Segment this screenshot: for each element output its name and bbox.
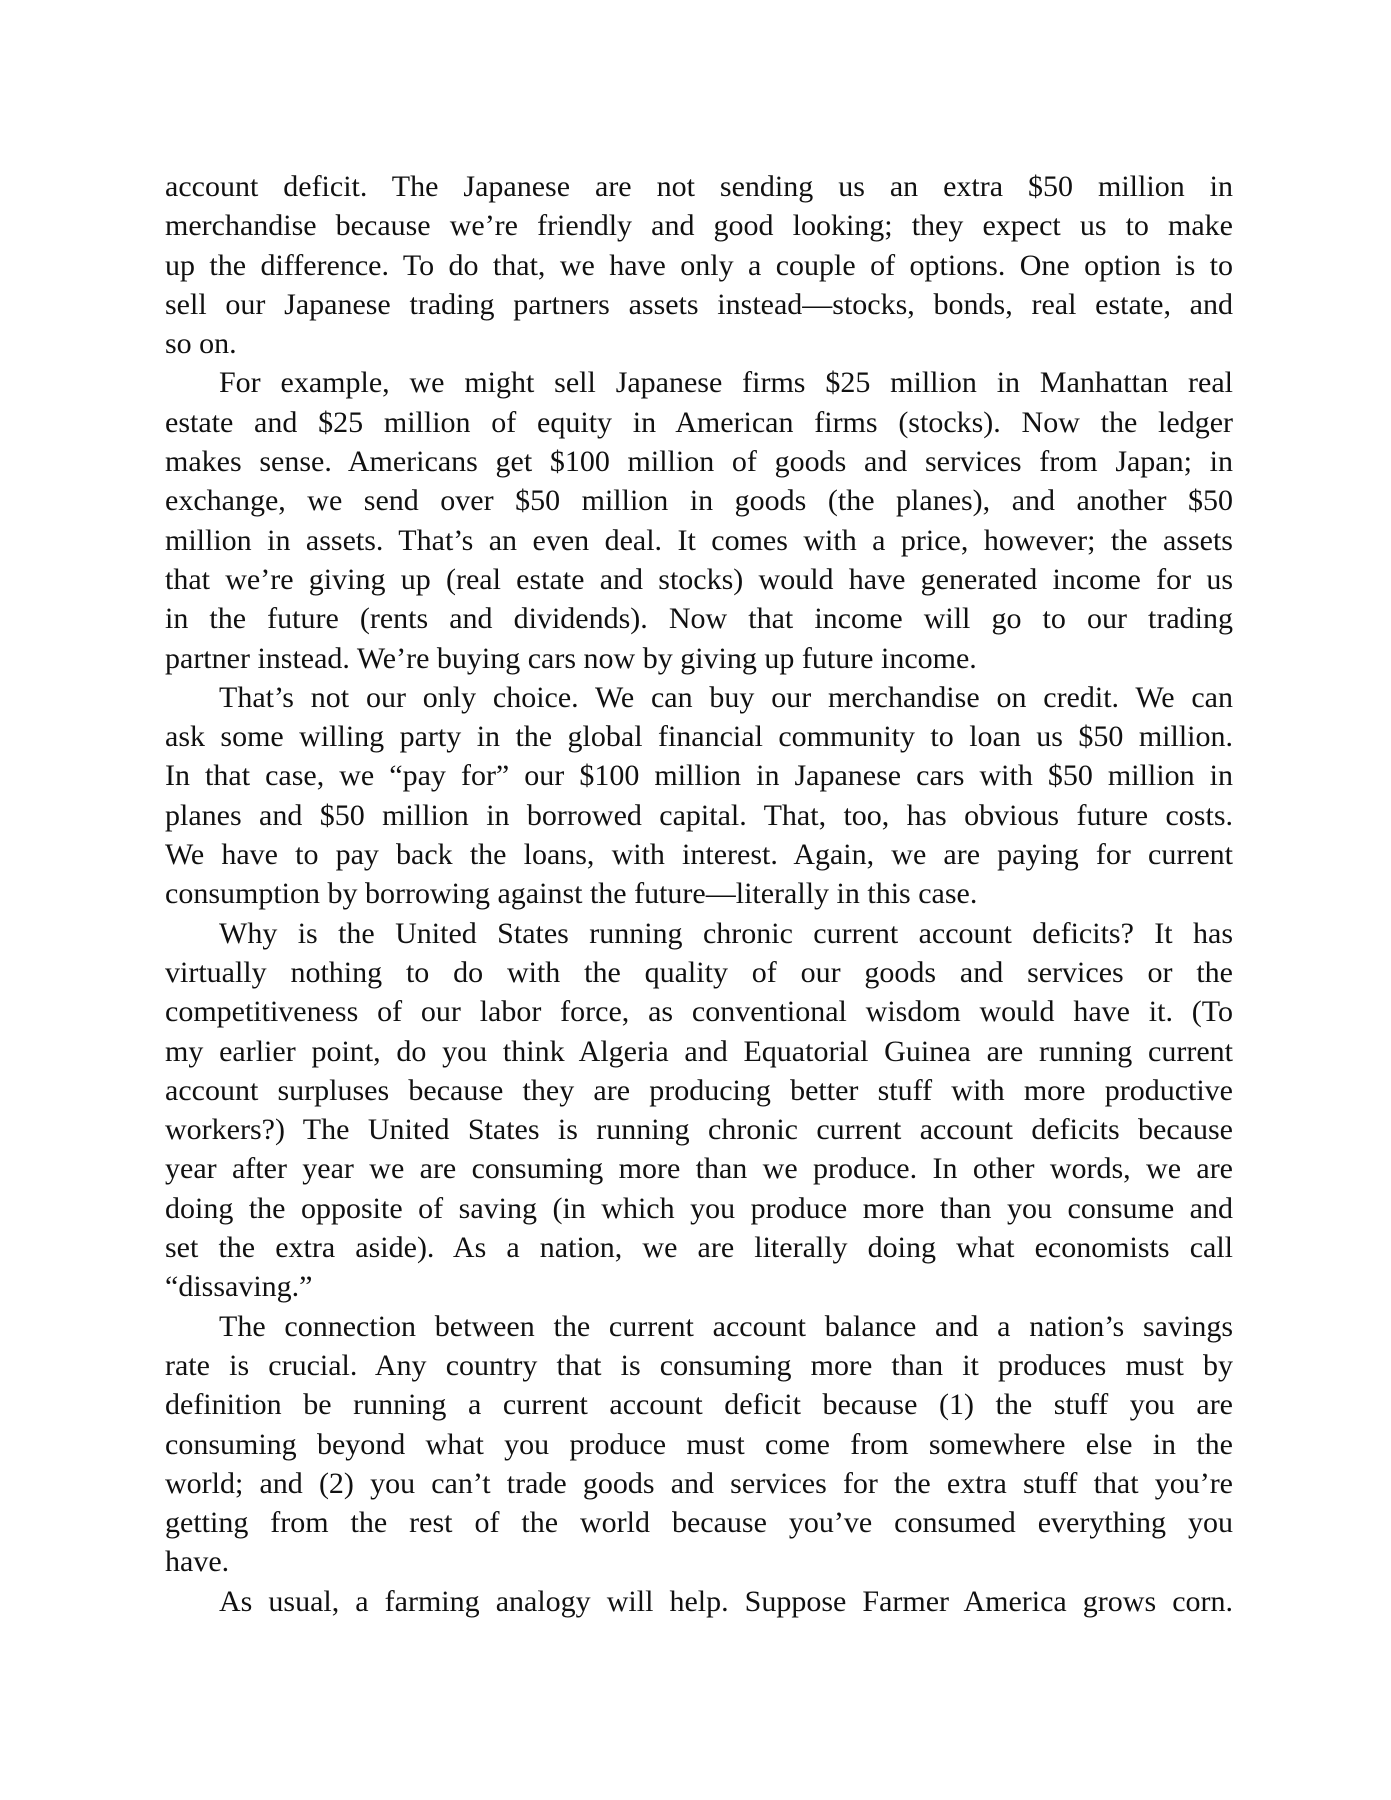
text-line: merchandise because we’re friendly and good looking; they expect us to make: [165, 209, 1233, 243]
text-line: The connection between the current account balance and a nation’s savings: [219, 1309, 1233, 1343]
text-line: up the difference. To do that, we have only a couple of options. One option is to: [165, 248, 1233, 282]
text-line: year after year we are consuming more than we produce. In other words, we are: [165, 1152, 1233, 1186]
text-line: million in assets. That’s an even deal. It comes with a price, however; the assets: [165, 523, 1233, 557]
text-line: We have to pay back the loans, with interest. Again, we are paying for current: [165, 838, 1233, 872]
paragraph: [165, 678, 1233, 914]
paragraph: [165, 167, 1233, 363]
paragraph: [165, 363, 1233, 677]
text-line: my earlier point, do you think Algeria and Equatorial Guinea are running current: [165, 1034, 1233, 1068]
text-line: definition be running a current account deficit because (1) the stuff you are: [165, 1388, 1233, 1422]
text-line: virtually nothing to do with the quality of our goods and services or the: [165, 955, 1233, 989]
text-line: planes and $50 million in borrowed capital. That, too, has obvious future costs.: [165, 798, 1233, 832]
text-line: makes sense. Americans get $100 million of goods and services from Japan; in: [165, 445, 1233, 479]
text-line: partner instead. We’re buying cars now by giving up future income.: [165, 641, 977, 675]
paragraph: [165, 914, 1233, 1307]
text-line: set the extra aside). As a nation, we are literally doing what economists call: [165, 1231, 1233, 1265]
text-line: rate is crucial. Any country that is consuming more than it produces must by: [165, 1348, 1233, 1382]
text-line: account deficit. The Japanese are not sending us an extra $50 million in: [165, 170, 1233, 203]
paragraph: [165, 1582, 1233, 1621]
text-line: sell our Japanese trading partners assets instead—stocks, bonds, real estate, and: [165, 287, 1233, 321]
text-line: getting from the rest of the world because you’ve consumed everything you: [165, 1506, 1233, 1540]
text-line: have.: [165, 1545, 230, 1579]
text-line: As usual, a farming analogy will help. Suppose Farmer America grows corn.: [219, 1584, 1233, 1618]
document-page: [165, 167, 1233, 1621]
text-line: That’s not our only choice. We can buy our merchandise on credit. We can: [219, 680, 1233, 714]
text-line: account surpluses because they are producing better stuff with more productive: [165, 1073, 1233, 1107]
text-line: exchange, we send over $50 million in goods (the planes), and another $50: [165, 484, 1233, 518]
paragraph: [165, 1307, 1233, 1582]
text-line: “dissaving.”: [165, 1270, 313, 1304]
text-line: In that case, we “pay for” our $100 million in Japanese cars with $50 million in: [165, 759, 1233, 793]
text-line: consumption by borrowing against the future—literally in this case.: [165, 877, 978, 911]
text-line: competitiveness of our labor force, as conventional wisdom would have it. (To: [165, 995, 1233, 1029]
text-line: in the future (rents and dividends). Now that income will go to our trading: [165, 602, 1233, 636]
text-line: doing the opposite of saving (in which you produce more than you consume and: [165, 1191, 1233, 1225]
text-line: estate and $25 million of equity in American firms (stocks). Now the ledger: [165, 405, 1233, 439]
text-line: so on.: [165, 327, 237, 361]
text-line: workers?) The United States is running chronic current account deficits because: [165, 1113, 1233, 1147]
text-line: For example, we might sell Japanese firms $25 million in Manhattan real: [219, 366, 1233, 400]
text-line: that we’re giving up (real estate and stocks) would have generated income for us: [165, 562, 1233, 596]
text-line: ask some willing party in the global financial community to loan us $50 million.: [165, 720, 1233, 754]
text-line: Why is the United States running chronic current account deficits? It has: [219, 916, 1233, 950]
text-line: world; and (2) you can’t trade goods and services for the extra stuff that you’re: [165, 1466, 1233, 1500]
text-line: consuming beyond what you produce must come from somewhere else in the: [165, 1427, 1233, 1461]
